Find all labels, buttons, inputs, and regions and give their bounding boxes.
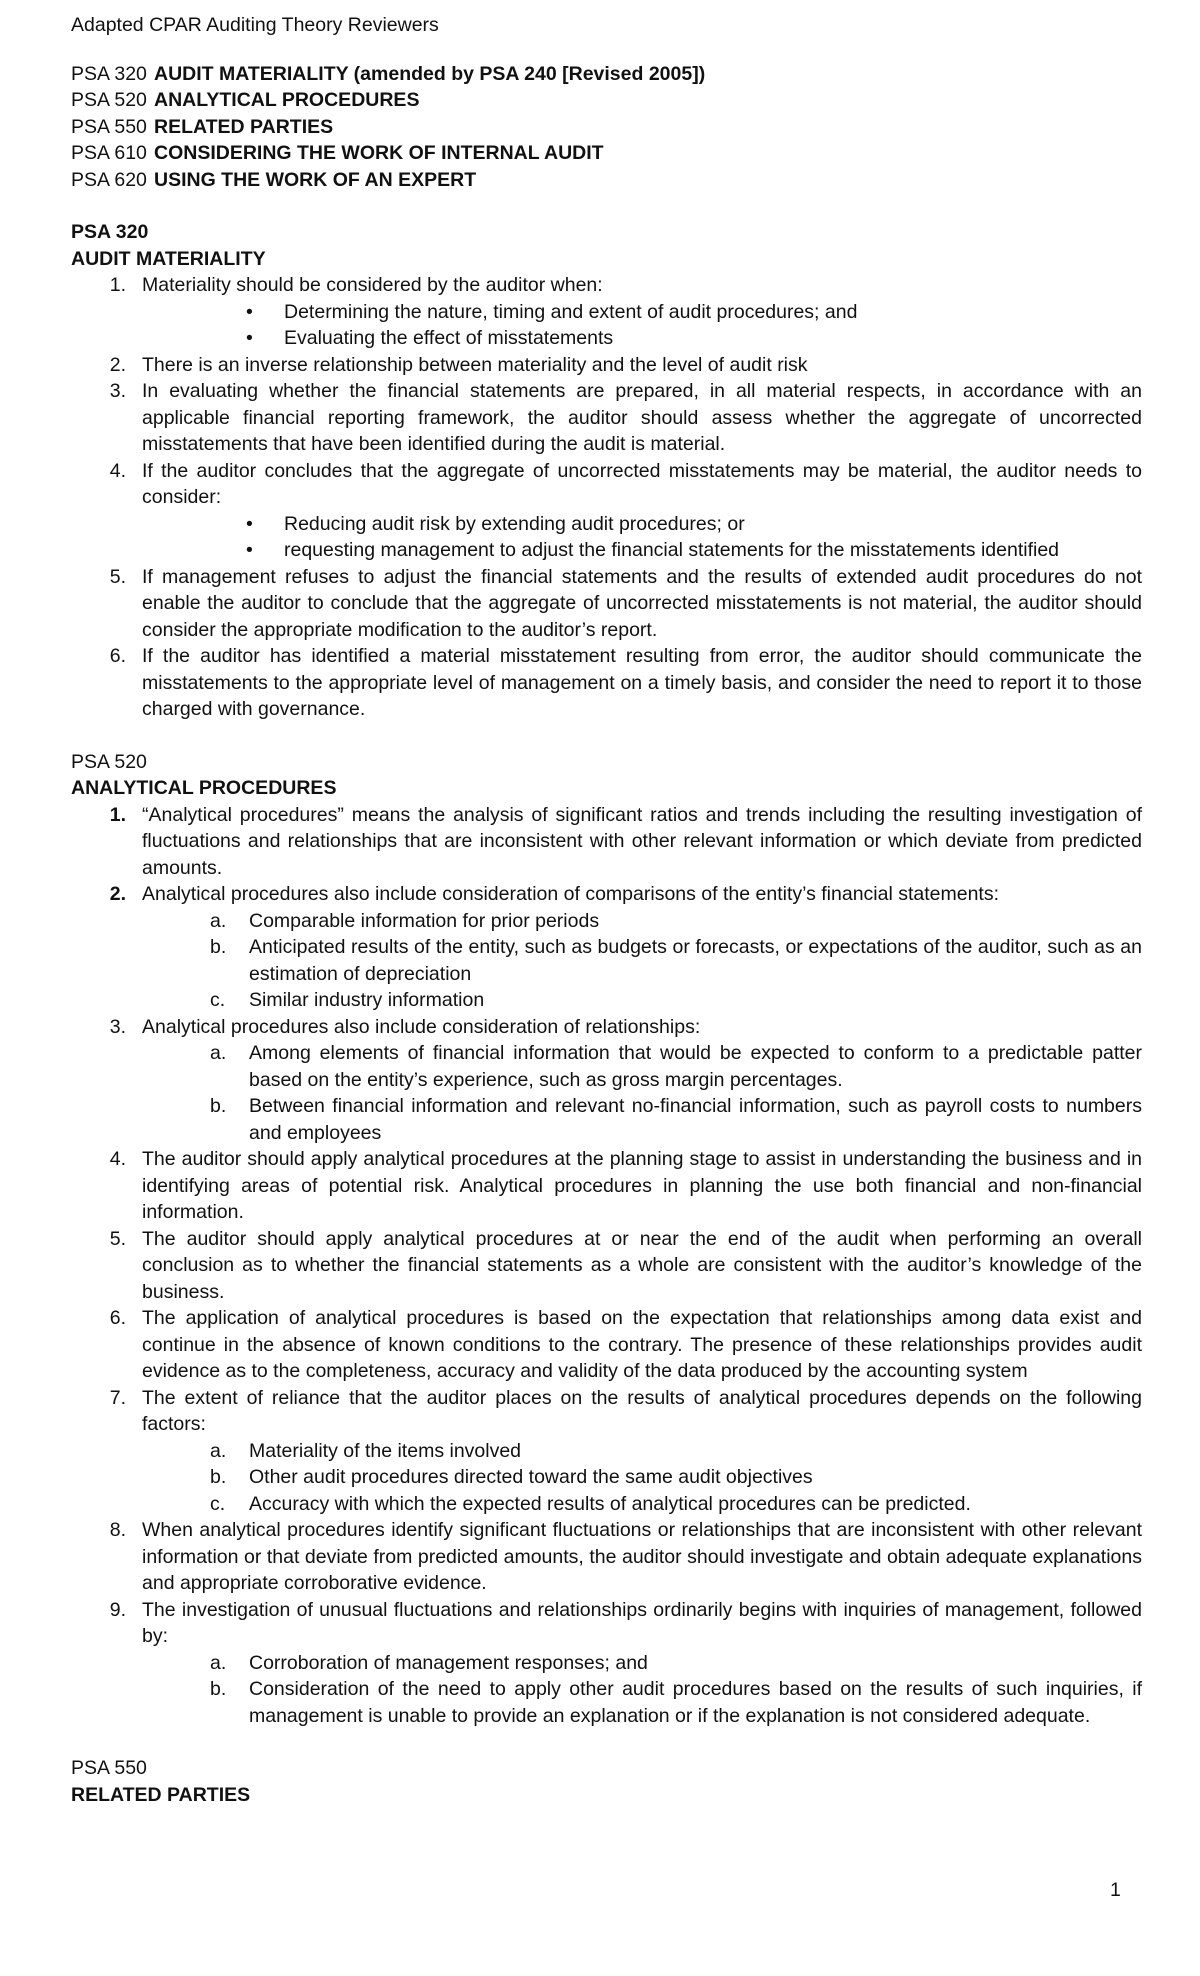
list-item [71, 272, 1142, 352]
sub-item [142, 1464, 1142, 1491]
section-code: PSA 550 [71, 1757, 147, 1779]
item-text: In evaluating whether the financial statements are prepared, in all material respects, in accordance with an applicable financial reporting framework, the auditor should assess whether the aggregate of uncorrected misstatements that have been identified during the audit is material. [142, 380, 1142, 455]
bullet-icon: • [246, 539, 253, 561]
sub-mark: b. [210, 936, 227, 958]
list-item [71, 458, 1142, 564]
list-item [71, 1597, 1142, 1730]
list-item [71, 1014, 1142, 1147]
section-psa-320 [71, 219, 1142, 723]
sub-mark: b. [210, 1678, 227, 1700]
item-text: The application of analytical procedures is based on the expectation that relationships among data exist and continue in the absence of known conditions to the contrary. The presence of these relationships provides audit evidence as to the completeness, accuracy and validity of the data produced by the accounting system [142, 1307, 1142, 1382]
section-title: RELATED PARTIES [71, 1783, 251, 1806]
numbered-list [71, 272, 1142, 723]
item-number: 5. [109, 1227, 126, 1250]
sub-text: Other audit procedures directed toward the same audit objectives [249, 1466, 813, 1488]
toc-title: AUDIT MATERIALITY (amended by PSA 240 [Revised 2005]) [154, 62, 706, 85]
item-text: Analytical procedures also include consideration of relationships: [142, 1015, 701, 1038]
toc-code: PSA 320 [71, 62, 147, 85]
sub-mark: a. [210, 1651, 227, 1674]
bullet-item [142, 299, 1142, 326]
document-page [71, 12, 1142, 1808]
sub-item [142, 1040, 1142, 1093]
section-psa-520 [71, 749, 1142, 1730]
sub-list [142, 1040, 1142, 1146]
list-item [71, 1517, 1142, 1597]
bullet-list [142, 299, 1142, 352]
sub-item [142, 1093, 1142, 1146]
list-item [71, 1226, 1142, 1306]
item-text: The investigation of unusual fluctuations and relationships ordinarily begins with inquiries of management, followed by: [142, 1598, 1142, 1647]
sub-item [142, 934, 1142, 987]
sub-mark: a. [210, 1439, 227, 1462]
table-of-contents [71, 61, 1142, 194]
list-item [71, 564, 1142, 644]
toc-row [71, 114, 1142, 141]
item-text: If the auditor concludes that the aggregate of uncorrected misstatements may be material, the auditor needs to consider: [142, 459, 1142, 508]
bullet-text: Determining the nature, timing and extent of audit procedures; and [284, 300, 858, 323]
sub-text: Accuracy with which the expected results of analytical procedures can be predicted. [249, 1492, 971, 1515]
sub-item [142, 1676, 1142, 1729]
sub-item [142, 1438, 1142, 1465]
item-text: “Analytical procedures” means the analysis of significant ratios and trends including the resulting investigation of fluctuations and relationships that are inconsistent with other relevant information or which deviate from predicted amounts. [142, 803, 1142, 879]
sub-list [142, 1438, 1142, 1518]
item-number: 1. [109, 803, 126, 826]
item-text: There is an inverse relationship between materiality and the level of audit risk [142, 353, 808, 376]
list-item [71, 802, 1142, 882]
bullet-item [142, 325, 1142, 352]
toc-row [71, 140, 1142, 167]
item-number: 2. [109, 353, 126, 376]
sub-text: Consideration of the need to apply other audit procedures based on the results of such inquiries, if management is unable to provide an explanation or if the explanation is not considered adequate. [249, 1678, 1142, 1727]
numbered-list [71, 802, 1142, 1730]
list-item [71, 1146, 1142, 1226]
sub-text: Materiality of the items involved [249, 1439, 522, 1462]
section-code: PSA 320 [71, 221, 149, 243]
bullet-icon: • [246, 327, 253, 349]
toc-title: CONSIDERING THE WORK OF INTERNAL AUDIT [154, 142, 604, 164]
sub-item [142, 1650, 1142, 1677]
sub-text: Between financial information and relevant no-financial information, such as payroll costs to numbers and employees [249, 1095, 1142, 1144]
item-text: Materiality should be considered by the auditor when: [142, 274, 603, 296]
sub-list [142, 908, 1142, 1014]
bullet-item [142, 511, 1142, 538]
bullet-icon: • [246, 512, 253, 535]
toc-code: PSA 550 [71, 115, 147, 138]
section-code: PSA 520 [71, 750, 147, 773]
item-number: 8. [109, 1519, 126, 1541]
sub-text: Comparable information for prior periods [249, 909, 600, 932]
sub-item [142, 1491, 1142, 1518]
bullet-icon: • [246, 300, 253, 323]
item-text: If management refuses to adjust the financial statements and the results of extended audit procedures do not enable the auditor to conclude that the aggregate of uncorrected misstatements is not material, the auditor should consider the appropriate modification to the auditor’s report. [142, 565, 1142, 641]
toc-row [71, 167, 1142, 194]
item-number: 4. [109, 1148, 126, 1170]
list-item [71, 352, 1142, 379]
item-number: 3. [109, 1015, 126, 1038]
list-item [71, 378, 1142, 458]
sub-mark: c. [210, 989, 226, 1011]
toc-title: ANALYTICAL PROCEDURES [154, 89, 420, 111]
item-text: Analytical procedures also include consideration of comparisons of the entity’s financial statements: [142, 883, 1000, 905]
item-number: 1. [109, 274, 126, 296]
section-title: ANALYTICAL PROCEDURES [71, 777, 337, 799]
toc-row [71, 61, 1142, 88]
sub-mark: a. [210, 1042, 227, 1064]
bullet-item [142, 537, 1142, 564]
section-title: AUDIT MATERIALITY [71, 247, 266, 270]
item-text: The auditor should apply analytical procedures at or near the end of the audit when performing an overall conclusion as to whether the financial statements as a whole are consistent with the auditor’s knowledge of the business. [142, 1227, 1142, 1303]
bullet-text: Reducing audit risk by extending audit procedures; or [284, 512, 745, 535]
item-number: 4. [109, 459, 126, 482]
bullet-text: Evaluating the effect of misstatements [284, 327, 614, 349]
sub-text: Corroboration of management responses; and [249, 1651, 648, 1674]
item-number: 7. [109, 1386, 126, 1409]
sub-mark: b. [210, 1466, 227, 1488]
item-number: 3. [109, 380, 126, 402]
item-text: The auditor should apply analytical procedures at the planning stage to assist in understanding the business and in identifying areas of potential risk. Analytical procedures in planning the use both financial and non-financial information. [142, 1148, 1142, 1223]
sub-text: Among elements of financial information that would be expected to conform to a predictable patter based on the entity’s experience, such as gross margin percentages. [249, 1042, 1142, 1091]
sub-mark: b. [210, 1095, 227, 1117]
sub-mark: a. [210, 909, 227, 932]
toc-code: PSA 620 [71, 168, 147, 191]
page-number: 1 [1110, 1879, 1121, 1901]
sub-mark: c. [210, 1492, 226, 1515]
item-number: 6. [109, 1307, 126, 1329]
sub-text: Similar industry information [249, 989, 485, 1011]
item-number: 5. [109, 565, 126, 588]
sub-item [142, 908, 1142, 935]
bullet-list [142, 511, 1142, 564]
toc-code: PSA 610 [71, 142, 147, 164]
toc-code: PSA 520 [71, 89, 147, 111]
list-item [71, 643, 1142, 723]
list-item [71, 1385, 1142, 1518]
item-text: When analytical procedures identify significant fluctuations or relationships that are inconsistent with other relevant information or that deviate from predicted amounts, the auditor should investigate and obtain adequate explanations and appropriate corroborative evidence. [142, 1519, 1142, 1594]
section-psa-550 [71, 1755, 1142, 1808]
list-item [71, 881, 1142, 1014]
item-text: If the auditor has identified a material misstatement resulting from error, the auditor should communicate the misstatements to the appropriate level of management on a timely basis, and consider the need to report it to those charged with governance. [142, 645, 1142, 720]
item-number: 9. [109, 1598, 126, 1621]
item-number: 6. [109, 645, 126, 667]
item-text: The extent of reliance that the auditor places on the results of analytical procedures depends on the following factors: [142, 1386, 1142, 1435]
toc-title: USING THE WORK OF AN EXPERT [154, 168, 477, 191]
item-number: 2. [109, 883, 126, 905]
list-item [71, 1305, 1142, 1385]
running-header: Adapted CPAR Auditing Theory Reviewers [71, 14, 439, 36]
sub-text: Anticipated results of the entity, such as budgets or forecasts, or expectations of the auditor, such as an estimation of depreciation [249, 936, 1142, 985]
bullet-text: requesting management to adjust the financial statements for the misstatements identified [284, 539, 1060, 561]
sub-list [142, 1650, 1142, 1730]
sub-item [142, 987, 1142, 1014]
toc-row [71, 87, 1142, 114]
toc-title: RELATED PARTIES [154, 115, 334, 138]
